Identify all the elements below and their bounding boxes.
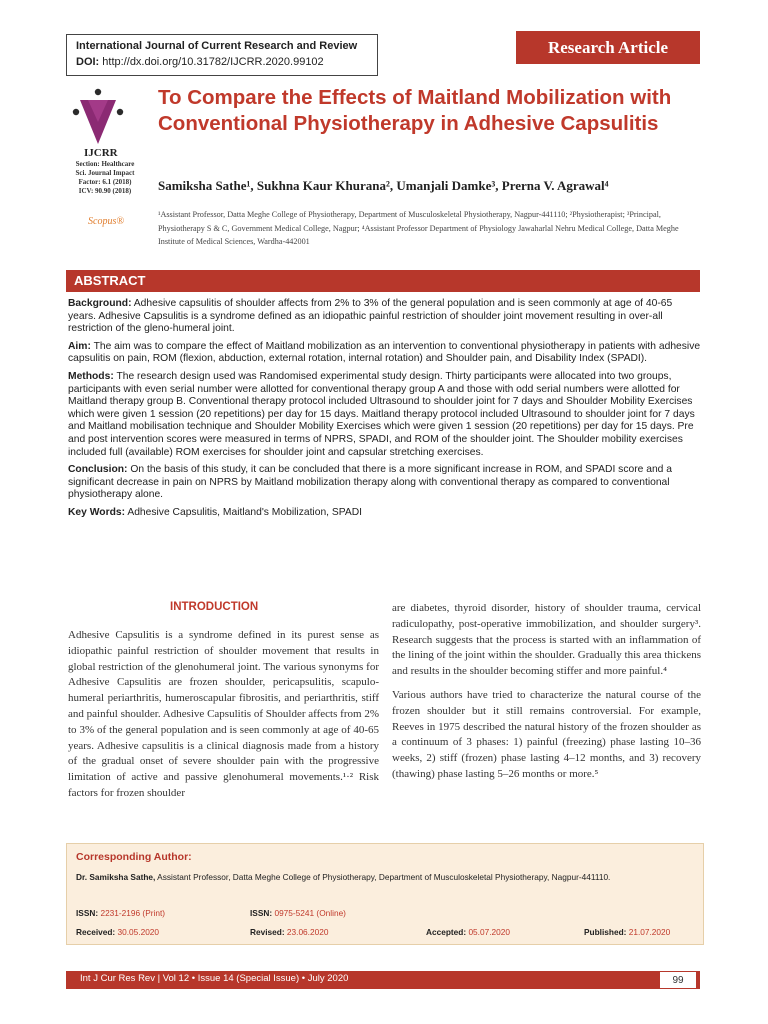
author-name: Dr. Samiksha Sathe, <box>76 872 156 882</box>
scopus-logo: Scopus® <box>88 216 124 227</box>
corresponding-author-title: Corresponding Author: <box>76 851 192 863</box>
published-value: 21.07.2020 <box>628 927 671 937</box>
aim-text: The aim was to compare the effect of Maitland mobilization as an intervention to conventional physiotherapy in patients with adhesive capsulitis on pain, ROM (flexion, abduction, external rotation, internal rotation) and Shoulder pain, and Disability Index (SPADI). <box>68 340 701 365</box>
author-affiliation: Assistant Professor, Datta Meghe College of Physiotherapy, Department of Musculoskeletal Physiotherapy, Nagpur-441110. <box>155 872 611 882</box>
accepted-value: 05.07.2020 <box>468 927 510 937</box>
footer-citation: Int J Cur Res Rev | Vol 12 • Issue 14 (Special Issue) • July 2020 <box>80 973 349 984</box>
logo-name: IJCRR <box>84 147 118 159</box>
ijcrr-logo-icon <box>68 86 124 146</box>
abstract-conclusion <box>68 464 701 502</box>
issn-print-label: ISSN: <box>76 908 99 918</box>
journal-name: International Journal of Current Research and Review <box>76 40 358 52</box>
abstract-body <box>68 298 701 525</box>
revised-date <box>250 927 328 937</box>
icv-value: ICV: 90.90 (2018) <box>78 187 132 195</box>
abstract-aim <box>68 341 701 366</box>
revised-label: Revised: <box>250 927 285 937</box>
accepted-date <box>426 927 510 937</box>
abstract-background <box>68 298 701 336</box>
issn-online <box>250 908 346 918</box>
intro-left-column <box>68 628 379 810</box>
published-date <box>584 927 670 937</box>
article-type-banner: Research Article <box>516 31 700 64</box>
revised-value: 23.06.2020 <box>286 927 329 937</box>
issn-online-value: 0975-5241 (Online) <box>274 908 346 918</box>
impact-label: Sci. Journal Impact <box>75 169 135 177</box>
abstract-keywords <box>68 507 701 520</box>
doi-label: DOI: <box>76 56 100 68</box>
abstract-heading: ABSTRACT <box>66 270 700 292</box>
methods-text: The research design used was Randomised experimental study design. Thirty participants were allocated into two groups, participants with even serial number were allotted for conventional therapy group A and those with odd serial numbers were allotted for Maitland therapy group B. Conventional therapy protocol included Ultrasound to shoulder joint for 7 days and Shoulder Mobility Exercises which were given 1 session (20 repetitions) per day for 15 days. Maitland therapy protocol included Ultrasound to shoulder joint for 7 days and Maitland mobilisation technique and Shoulder Mobility Exercises which were given 1 session (20 repetitions) per day for 15 days. Pre and post intervention scores were measured in terms of NPRS, SPADI, and ROM of the shoulder joint. The Shoulder mobility exercises included full (available) ROM exercises for shoulder joint and capsular stretching exercises. <box>68 370 695 458</box>
corresponding-author-detail <box>76 871 676 883</box>
intro-paragraph: Adhesive Capsulitis is a syndrome defined in its purest sense as idiopathic painful restriction of shoulder movement that results in global restriction of the glenohumeral joint. The various synonyms for Adhesive Capsulitis are frozen shoulder, pericapsulitis, scapulo-humeral periarthritis, humeroscapular fibrositis, and periarthritis, stiff and painful shoulder. Adhesive Capsulitis of Shoulder affects from 2% to 3% of the general population and is seen commonly at age of 40-65 years. Adhesive capsulitis is a clinical diagnosis made from a history of the gradual onset of severe shoulder pain with the progressive limitation of active and passive glenohumeral movements.¹·² Risk factors for frozen shoulder <box>68 629 379 799</box>
background-label: Background: <box>68 298 132 309</box>
received-date <box>76 927 159 937</box>
intro-paragraph: are diabetes, thyroid disorder, history of shoulder trauma, cervical radiculopathy, post-operative immobilization, and shoulder surgery³. Research suggests that the process is started with an inflammation of the lining of the joint within the shoulder. Gradually this area thickens and results in the shoulder becoming stiffer and more painful.⁴ <box>392 602 701 678</box>
issn-print-value: 2231-2196 (Print) <box>100 908 166 918</box>
intro-right-column <box>392 601 701 791</box>
issn-print <box>76 908 165 918</box>
article-title: To Compare the Effects of Maitland Mobilization with Conventional Physiotherapy in Adhesive Capsulitis <box>158 86 672 135</box>
page-number: 99 <box>660 972 696 988</box>
doi-link[interactable]: http://dx.doi.org/10.31782/IJCRR.2020.99102 <box>102 56 324 68</box>
doi <box>76 56 324 68</box>
intro-paragraph: Various authors have tried to characterize the natural course of the frozen shoulder but it still remains controversial. For example, Reeves in 1975 described the natural history of the frozen shoulder as a continuum of 3 phases: 1) painful (freezing) phase lasting 10–36 weeks, 2) stiff (frozen) phase lasting 4–12 months, and 3) recovery (thawing) phase lasting 5–26 months or more.⁵ <box>392 688 701 780</box>
journal-metrics <box>66 160 144 196</box>
keywords-text: Adhesive Capsulitis, Maitland's Mobilization, SPADI <box>125 506 363 518</box>
conclusion-label: Conclusion: <box>68 464 128 476</box>
aim-label: Aim: <box>68 340 91 352</box>
received-label: Received: <box>76 927 116 937</box>
introduction-heading: INTRODUCTION <box>170 601 259 613</box>
impact-factor: Factor: 6.1 (2018) <box>78 178 132 186</box>
section-label: Section: Healthcare <box>75 160 135 168</box>
author-list: Samiksha Sathe¹, Sukhna Kaur Khurana², Umanjali Damke³, Prerna V. Agrawal⁴ <box>158 178 609 193</box>
issn-online-label: ISSN: <box>250 908 273 918</box>
accepted-label: Accepted: <box>426 927 467 937</box>
affiliations: ¹Assistant Professor, Datta Meghe College of Physiotherapy, Department of Musculoskeletal Physiotherapy, Nagpur-441110; ²Physiotherapist; ³Principal, Physiotherapy S & C, Government Medical College, Nagpur; ⁴Assistant Professor Department of Physiology Jawaharlal Nehru Medical College, Datta Meghe Institute of Medical Sciences, Wardha-442001 <box>158 210 679 246</box>
received-value: 30.05.2020 <box>117 927 160 937</box>
conclusion-text: On the basis of this study, it can be concluded that there is a more significant increase in ROM, and SPADI score and a significant decrease in pain on NPRS by Maitland mobilization therapy along with conventional therapy as compared to conventional physiotherapy alone. <box>68 464 672 501</box>
keywords-label: Key Words: <box>68 506 126 518</box>
methods-label: Methods: <box>68 370 114 382</box>
background-text: Adhesive capsulitis of shoulder affects from 2% to 3% of the general population and is seen commonly at age of 40-65 years. Adhesive Capsulitis is a syndrome defined as an idiopathic painful restriction of shoulder joint movement resulting in over-all restriction of the gleno-humeral joint. <box>68 298 673 335</box>
published-label: Published: <box>584 927 627 937</box>
abstract-methods <box>68 371 701 459</box>
